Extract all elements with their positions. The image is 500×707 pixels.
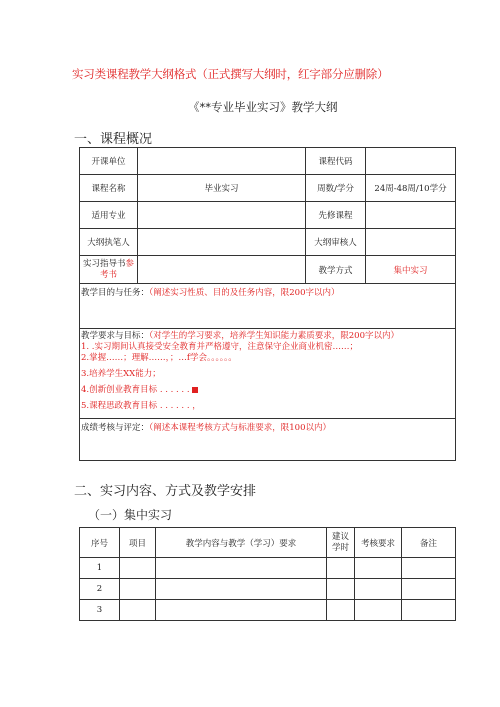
assessment-cell [80,419,456,461]
row-cell [156,600,327,621]
header-item: 项目 [120,528,156,558]
row-cell [327,600,355,621]
requirement-line: 2.掌握……；理解……，；…f学会。。。。。。 [81,353,237,363]
requirements-label: 教学要求与目标： [81,331,150,341]
row-cell [327,579,355,600]
schedule-table [79,527,456,621]
header-no: 序号 [80,528,120,558]
requirement-line: 1. .实习期间认真接受安全教育并严格遵守，注意保守企业商业机密……； [81,342,359,352]
course-code-label: 课程代码 [306,148,366,175]
row-number: 2 [80,579,120,600]
row-cell [402,579,456,600]
table-row [80,419,456,461]
requirement-line: 3.培养学生XX能力； [81,369,161,379]
guide-label-part: 考书 [99,269,117,280]
row-cell [120,600,156,621]
requirement-line: 5.课程思政教育目标 . . . . . . ， [81,401,201,411]
major-label: 适用专业 [80,202,138,229]
row-cell [355,579,402,600]
table-row [80,558,456,579]
prereq-value [366,202,456,229]
table-row [80,256,456,284]
guide-label-part: 参 [125,258,135,269]
guide-label [80,256,138,284]
course-code-value [366,148,456,175]
document-title: 《**专业毕业实习》教学大纲 [188,100,338,114]
author-value [138,229,306,256]
course-name-value: 毕业实习 [138,175,306,202]
row-cell [402,558,456,579]
prereq-label: 先修课程 [306,202,366,229]
purpose-cell [80,284,456,329]
table-row [80,202,456,229]
author-label: 大纲执笔人 [80,229,138,256]
table-row [80,329,456,419]
offering-unit-value [138,148,306,175]
table-row [80,229,456,256]
requirement-line: 4.创新创业教育目标 . . . . . . [81,385,190,395]
header-assess: 考核要求 [355,528,402,558]
header-hours [327,528,355,558]
table-row [80,284,456,329]
row-cell [402,600,456,621]
requirements-hint: （对学生的学习要求，培养学生知识能力素质要求，限200字以内） [149,331,399,341]
row-cell [120,579,156,600]
table-row [80,579,456,600]
purpose-hint: （阐述实习性质、目的及任务内容，限200字以内） [149,288,340,298]
purpose-label: 教学目的与任务： [81,288,150,298]
format-note: 实习类课程教学大纲格式（正式撰写大纲时，红字部分应删除） [72,67,389,81]
section-heading-content: 二、实习内容、方式及教学安排 [74,484,257,499]
course-overview-table [79,147,456,461]
table-row [80,148,456,175]
guide-label-part: 实习指导书 [82,258,126,269]
table-header-row [80,528,456,558]
section-heading-overview: 一、课程概况 [74,132,153,147]
row-cell [327,558,355,579]
row-number: 3 [80,600,120,621]
table-row [80,600,456,621]
method-value: 集中实习 [366,256,456,284]
weeks-credit-value: 24周-48周/10学分 [366,175,456,202]
row-cell [355,600,402,621]
assessment-label: 成绩考核与评定： [81,423,150,433]
header-hours-part: 学时 [331,542,349,553]
weeks-credit-label: 周数/学分 [306,175,366,202]
header-content: 教学内容与教学（学习）要求 [156,528,327,558]
row-cell [120,558,156,579]
table-row [80,175,456,202]
square-marker-icon [192,387,198,393]
row-number: 1 [80,558,120,579]
subsection-heading: （一）集中实习 [88,508,173,522]
course-name-label: 课程名称 [80,175,138,202]
reviewer-label: 大纲审核人 [306,229,366,256]
method-label: 教学方式 [306,256,366,284]
header-hours-part: 建议 [331,531,349,542]
offering-unit-label: 开课单位 [80,148,138,175]
header-remark: 备注 [402,528,456,558]
row-cell [156,558,327,579]
row-cell [156,579,327,600]
row-cell [355,558,402,579]
reviewer-value [366,229,456,256]
requirements-cell [80,329,456,419]
assessment-hint: （阐述本课程考核方式与标准要求，限100以内） [149,423,331,433]
guide-value [138,256,306,284]
major-value [138,202,306,229]
